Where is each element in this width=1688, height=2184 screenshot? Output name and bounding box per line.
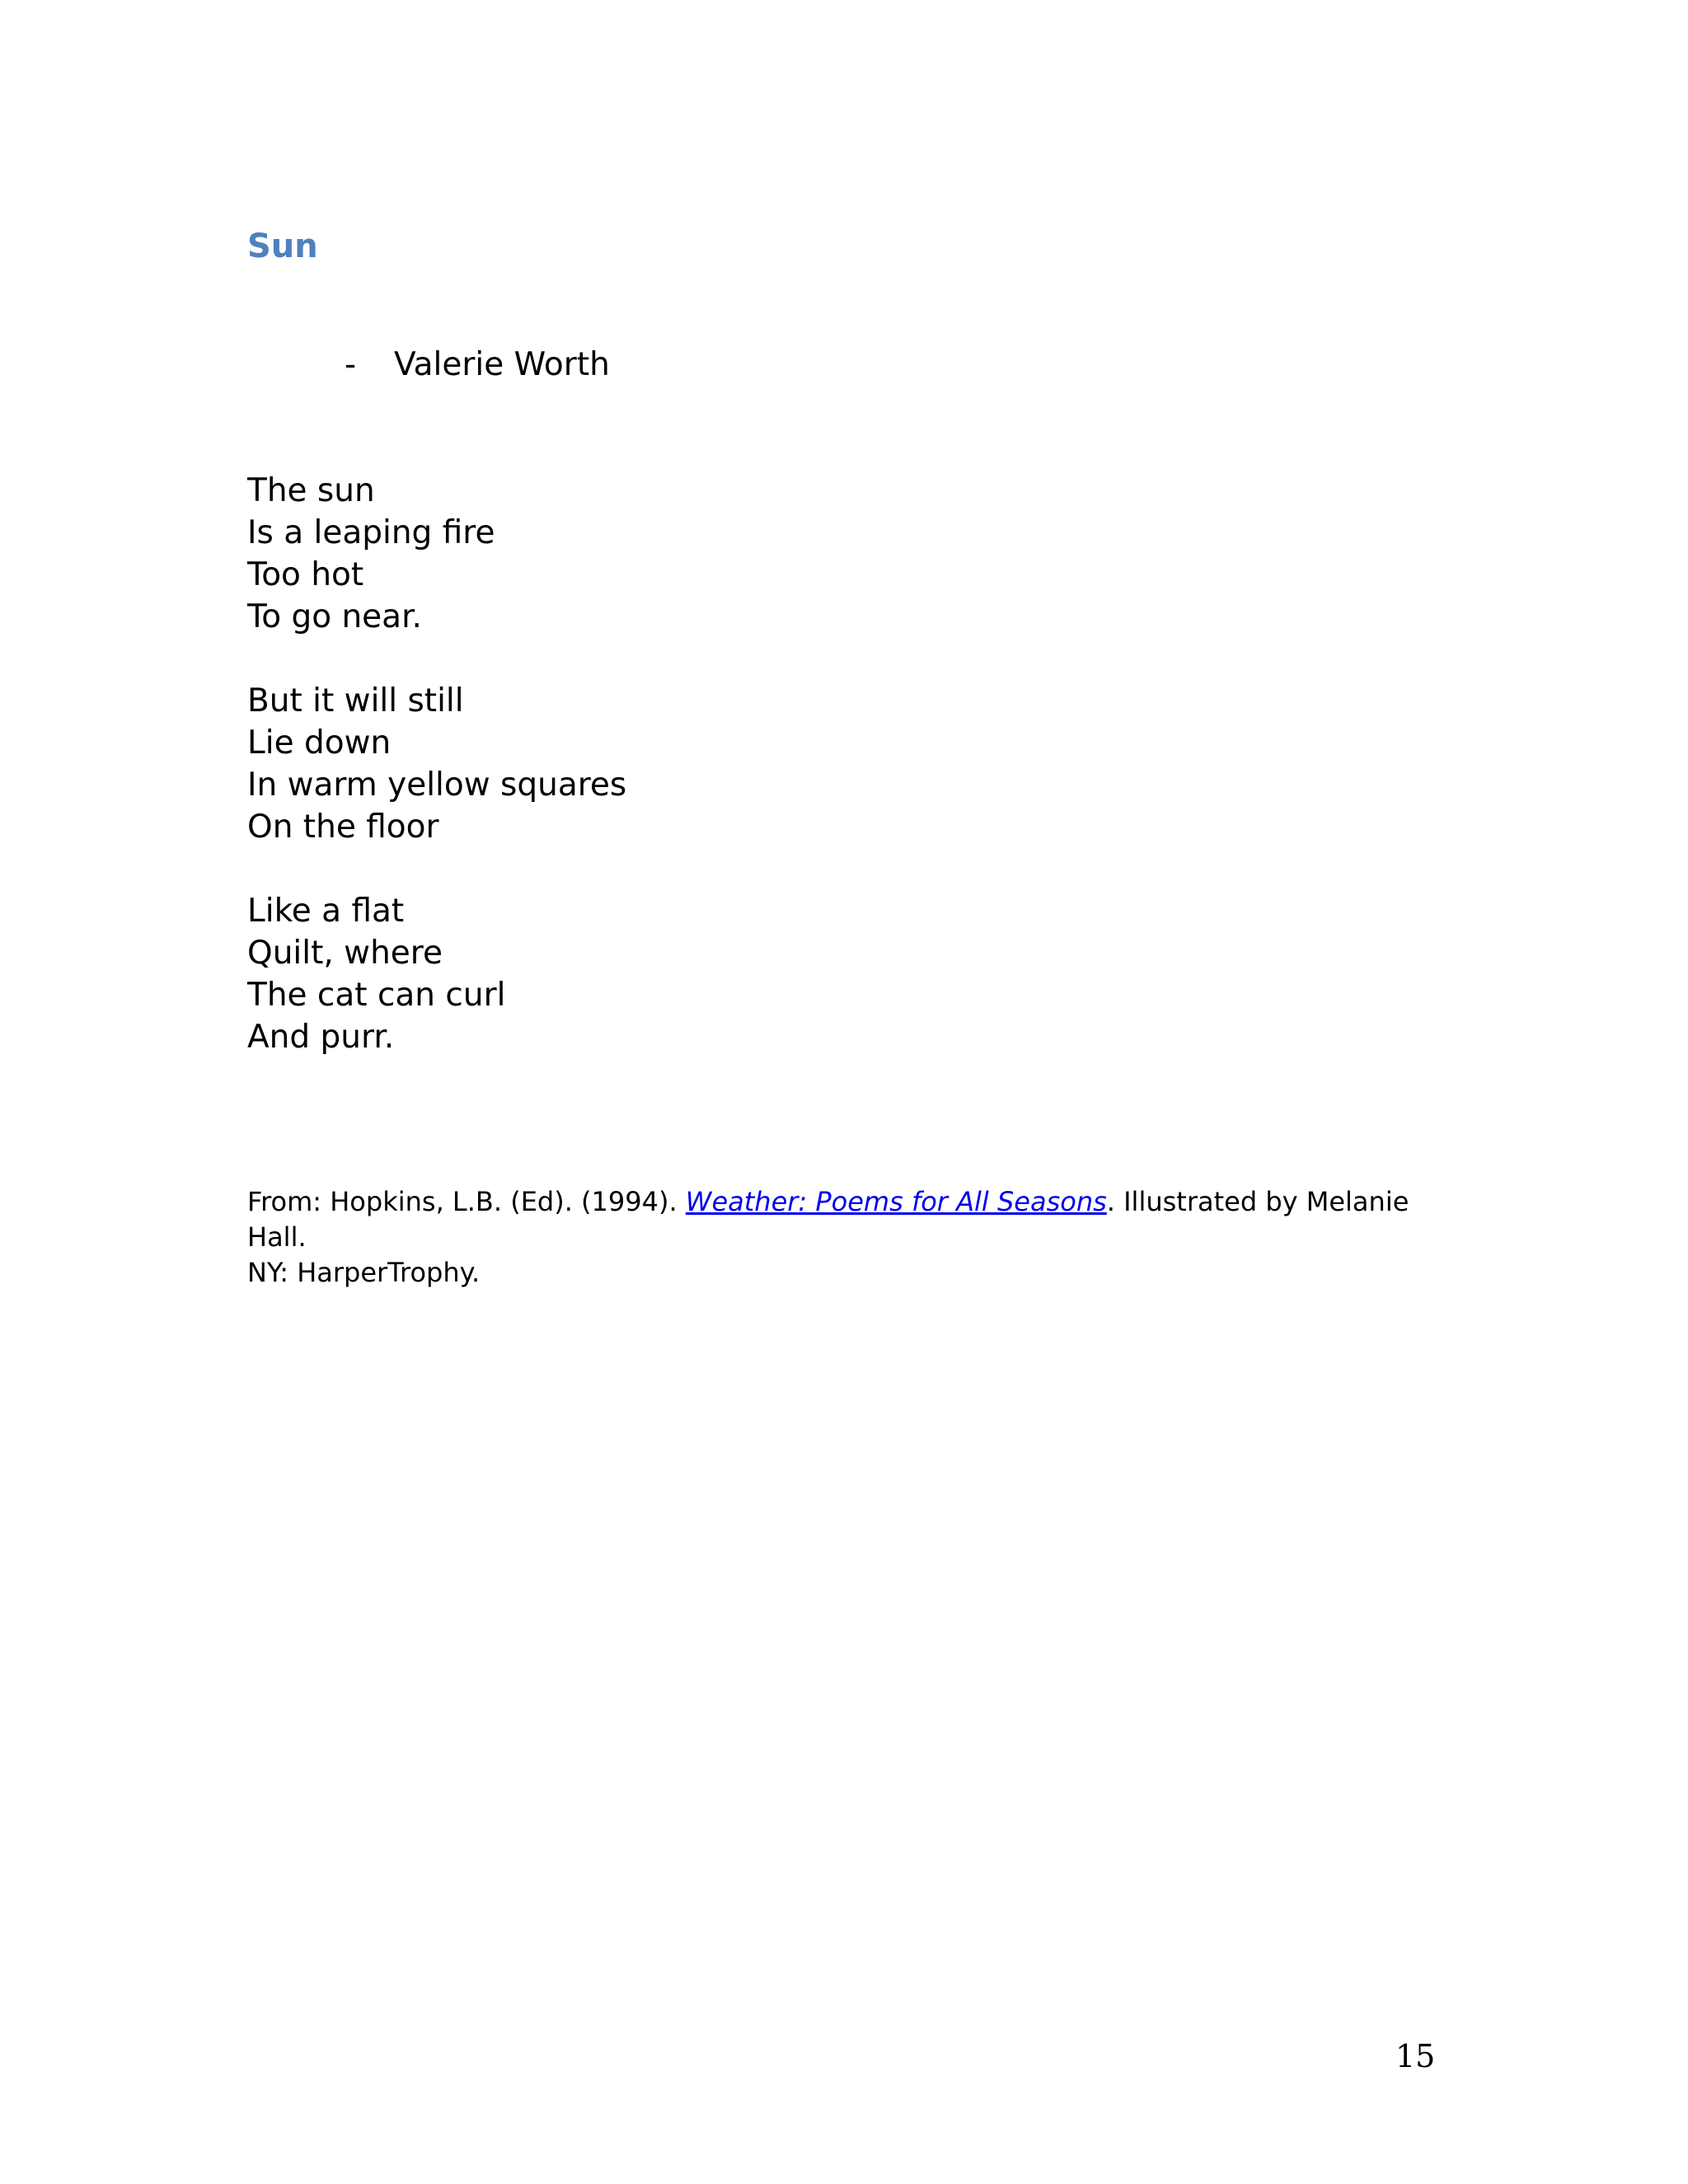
citation-suffix: . Illustrated by Melanie Hall. xyxy=(247,1186,1409,1253)
author-dash: - xyxy=(345,346,357,383)
citation-prefix: From: Hopkins, L.B. (Ed). (1994). xyxy=(247,1186,686,1217)
author-line xyxy=(247,343,610,387)
poem-line: Lie down xyxy=(247,724,392,762)
poem-stanza-1 xyxy=(247,470,1236,638)
poem-line: And purr. xyxy=(247,1019,395,1056)
poem-line: On the floor xyxy=(247,808,439,846)
author-name: Valerie Worth xyxy=(394,346,610,383)
poem-line: Quilt, where xyxy=(247,935,443,972)
poem-stanza-3 xyxy=(247,890,1236,1058)
poem-line: To go near. xyxy=(247,598,422,635)
citation-book-link[interactable]: Weather: Poems for All Seasons xyxy=(685,1186,1107,1217)
poem-line: Too hot xyxy=(247,556,364,593)
citation-publisher: NY: HarperTrophy. xyxy=(247,1257,481,1288)
page-number: 15 xyxy=(1395,2038,1436,2074)
poem-line: Like a flat xyxy=(247,893,405,930)
citation xyxy=(247,1184,1451,1291)
poem-line: The cat can curl xyxy=(247,977,506,1014)
poem-body xyxy=(247,470,1236,1100)
poem-line: The sun xyxy=(247,472,375,509)
poem-line: Is a leaping fire xyxy=(247,514,495,551)
poem-stanza-2 xyxy=(247,680,1236,848)
page-title: Sun xyxy=(247,227,318,265)
poem-line: But it will still xyxy=(247,682,464,719)
poem-line: In warm yellow squares xyxy=(247,766,627,804)
